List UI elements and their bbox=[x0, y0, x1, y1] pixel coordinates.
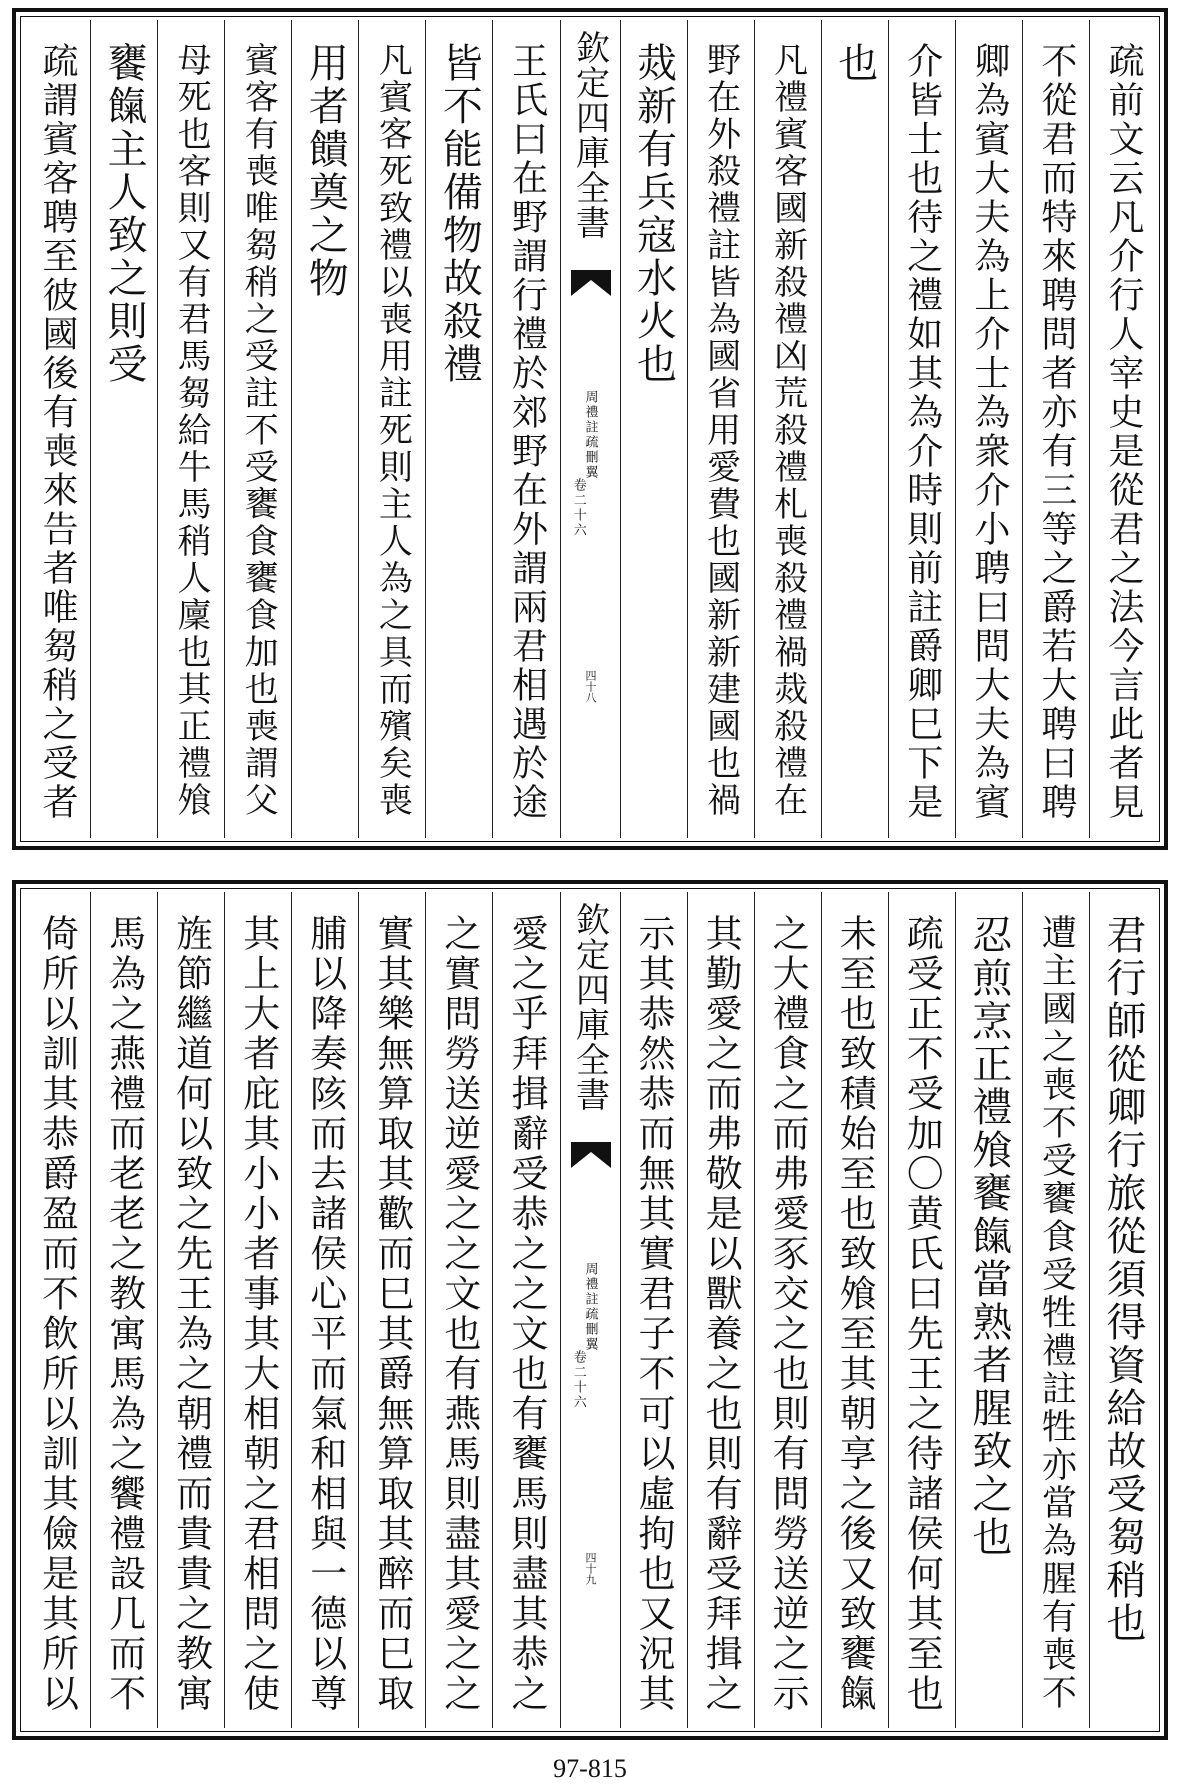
column-text: 不從君而特來聘問者亦有三等之爵若大聘曰聘 bbox=[1035, 42, 1077, 822]
column-text: 愛之乎拜揖辭受恭之之文也有饔馬則盡其恭之 bbox=[504, 914, 548, 1714]
text-column bbox=[24, 892, 90, 1728]
column-text: 實其樂無算取其歡而巳其爵無算取其醉而巳取 bbox=[370, 914, 414, 1714]
column-text: 卿為賓大夫為上介士為衆介小聘曰問大夫為賓 bbox=[968, 42, 1010, 822]
column-text: 未至也致積始至也致飧至其朝享之後又致饔餼 bbox=[833, 914, 877, 1714]
text-column bbox=[425, 892, 492, 1728]
column-text: 君行師從卿行旅從須得資給故受芻稍也 bbox=[1099, 914, 1146, 1645]
text-column bbox=[90, 892, 157, 1728]
text-column bbox=[358, 20, 425, 838]
column-text: 也 bbox=[831, 42, 878, 85]
folio-number: 四十九 bbox=[584, 1552, 597, 1585]
column-text: 王氏曰在野謂行禮於郊野在外謂兩君相遇於途 bbox=[506, 42, 548, 822]
text-column bbox=[157, 20, 224, 838]
text-column bbox=[24, 20, 90, 838]
text-column bbox=[157, 892, 224, 1728]
text-column bbox=[687, 20, 754, 838]
text-column bbox=[425, 20, 492, 838]
column-text: 忍煎烹正禮飧饔餼當熟者腥致之也 bbox=[965, 914, 1012, 1559]
column-text: 旌節繼道何以致之先王為之朝禮而貴貴之教寓 bbox=[169, 914, 213, 1714]
text-column bbox=[291, 892, 358, 1728]
column-text: 野在外殺禮註皆為國省用愛費也國新新建國也禍 bbox=[700, 42, 741, 819]
volume-label: 卷二十六 bbox=[570, 1350, 586, 1410]
text-column bbox=[754, 20, 821, 838]
bottom-page bbox=[12, 880, 1168, 1740]
text-column bbox=[888, 20, 955, 838]
book-title: 欽定四庫全書 bbox=[569, 30, 610, 240]
text-column bbox=[687, 892, 754, 1728]
text-column bbox=[224, 892, 291, 1728]
text-column bbox=[1089, 20, 1156, 838]
text-column bbox=[492, 892, 559, 1728]
center-fold bbox=[560, 892, 620, 1728]
book-title: 欽定四庫全書 bbox=[569, 902, 610, 1112]
volume-label: 卷二十六 bbox=[570, 478, 586, 538]
folio-number: 四十八 bbox=[584, 670, 597, 703]
column-text: 用者饋奠之物 bbox=[302, 42, 349, 300]
work-title: 周禮註疏刪翼 bbox=[582, 1262, 598, 1352]
text-column bbox=[492, 20, 559, 838]
text-column bbox=[358, 892, 425, 1728]
column-text: 其上大者庇其小小者事其大相朝之君相問之使 bbox=[236, 914, 280, 1714]
column-text: 疏前文云凡介行人宰史是從君之法今言此者見 bbox=[1102, 42, 1144, 822]
text-column bbox=[1089, 892, 1156, 1728]
column-text: 遭主國之喪不受饔食受牲禮註牲亦當為腥有喪不 bbox=[1036, 914, 1077, 1712]
column-text: 其勤愛之而弗敬是以獸養之也則有辭受拜揖之 bbox=[699, 914, 743, 1714]
plate-number: 97-815 bbox=[553, 1754, 627, 1783]
column-text: 之大禮食之而弗愛豕交之也則有問勞送逆之示 bbox=[766, 914, 810, 1714]
column-text: 示其恭然恭而無其實君子不可以虛拘也又況其 bbox=[632, 914, 676, 1714]
text-column bbox=[90, 20, 157, 838]
column-text: 母死也客則又有君馬芻給牛馬稍人廩也其正禮飧 bbox=[171, 42, 212, 819]
column-text: 皆不能備物故殺禮 bbox=[436, 42, 483, 386]
column-text: 介皆士也待之禮如其為介時則前註爵卿巳下是 bbox=[901, 42, 943, 822]
center-fold bbox=[560, 20, 620, 838]
column-text: 凡禮賓客國新殺禮凶荒殺禮札喪殺禮禍烖殺禮在 bbox=[767, 42, 808, 819]
text-column bbox=[620, 892, 687, 1728]
column-text: 倚所以訓其恭爵盈而不飲所以訓其儉是其所以 bbox=[35, 914, 79, 1714]
text-column bbox=[955, 892, 1022, 1728]
text-column bbox=[224, 20, 291, 838]
column-text: 疏受正不受加〇黄氏曰先王之待諸侯何其至也 bbox=[900, 914, 944, 1714]
column-text: 凡賓客死致禮以喪用註死則主人為之具而殯矣喪 bbox=[372, 42, 413, 819]
column-text: 脯以降奏陔而去諸侯心平而氣和相與一德以尊 bbox=[303, 914, 347, 1714]
top-page-columns bbox=[24, 20, 1156, 838]
column-text: 疏謂賓客聘至彼國後有喪來告者唯芻稍之受者 bbox=[37, 42, 79, 822]
text-column bbox=[620, 20, 687, 838]
text-column bbox=[821, 20, 888, 838]
column-text: 饔餼主人致之則受 bbox=[101, 42, 148, 386]
text-column bbox=[1022, 892, 1089, 1728]
column-text: 烖新有兵寇水火也 bbox=[630, 42, 677, 386]
column-text: 馬為之燕禮而老老之教寓馬為之饗禮設几而不 bbox=[102, 914, 146, 1714]
text-column bbox=[821, 892, 888, 1728]
text-column bbox=[955, 20, 1022, 838]
fish-tail-icon bbox=[571, 1142, 611, 1188]
top-page bbox=[12, 8, 1168, 850]
fish-tail-icon bbox=[571, 270, 611, 316]
text-column bbox=[754, 892, 821, 1728]
column-text: 之實問勞送逆愛之之文也有燕馬則盡其愛之之 bbox=[437, 914, 481, 1714]
column-text: 賓客有喪唯芻稍之受註不受饔食饔食加也喪謂父 bbox=[238, 42, 279, 819]
bottom-page-columns bbox=[24, 892, 1156, 1728]
text-column bbox=[1022, 20, 1089, 838]
text-column bbox=[888, 892, 955, 1728]
work-title: 周禮註疏刪翼 bbox=[582, 390, 598, 480]
text-column bbox=[291, 20, 358, 838]
